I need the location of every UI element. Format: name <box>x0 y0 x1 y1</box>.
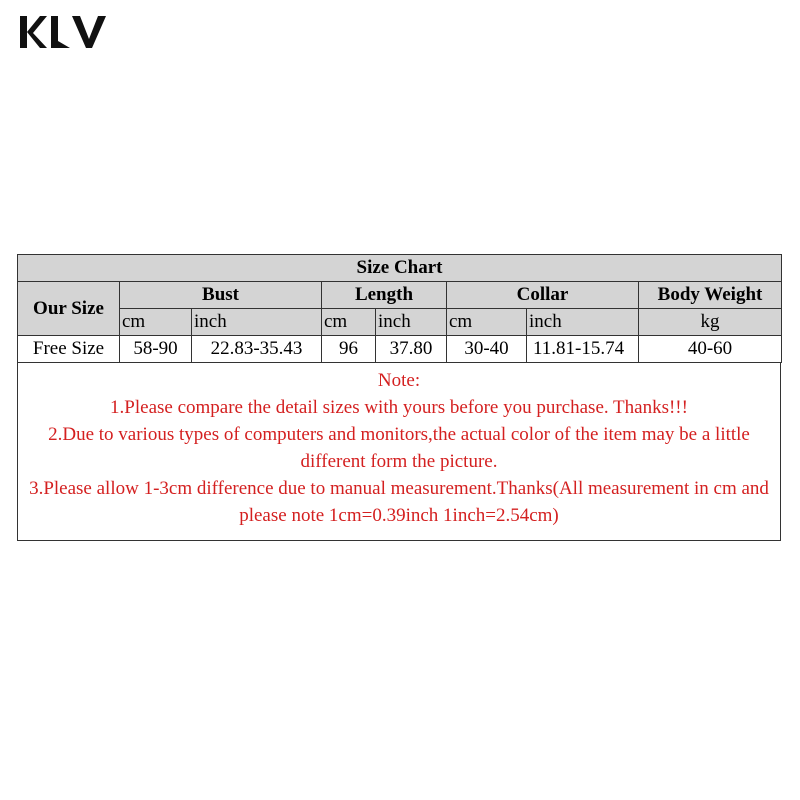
length-inch-cell: 37.80 <box>376 336 447 363</box>
bust-header: Bust <box>120 282 322 309</box>
collar-inch-cell: 11.81-15.74 <box>527 336 639 363</box>
notes-section <box>18 367 780 529</box>
body-weight-header: Body Weight <box>639 282 782 309</box>
bust-unit-inch: inch <box>192 309 322 336</box>
size-chart-title: Size Chart <box>18 255 782 282</box>
note-heading: Note: <box>377 370 421 391</box>
table-row <box>18 336 782 363</box>
collar-unit-inch: inch <box>527 309 639 336</box>
collar-unit-cm: cm <box>447 309 527 336</box>
size-name-cell: Free Size <box>18 336 120 363</box>
note-line-3: 3.Please allow 1-3cm difference due to manual measurement.Thanks(All measurement in cm and please note 1cm=0.39inch 1inch=2.54cm) <box>29 478 769 526</box>
brand-logo <box>20 14 106 50</box>
note-line-1: 1.Please compare the detail sizes with yours before you purchase. Thanks!!! <box>110 397 688 418</box>
size-chart <box>17 254 781 541</box>
klv-logo-icon <box>20 14 106 50</box>
collar-cm-cell: 30-40 <box>447 336 527 363</box>
bust-unit-cm: cm <box>120 309 192 336</box>
length-unit-cm: cm <box>322 309 376 336</box>
weight-kg-cell: 40-60 <box>639 336 782 363</box>
bust-cm-cell: 58-90 <box>120 336 192 363</box>
length-cm-cell: 96 <box>322 336 376 363</box>
bust-inch-cell: 22.83-35.43 <box>192 336 322 363</box>
weight-unit-kg: kg <box>639 309 782 336</box>
length-unit-inch: inch <box>376 309 447 336</box>
length-header: Length <box>322 282 447 309</box>
collar-header: Collar <box>447 282 639 309</box>
note-line-2: 2.Due to various types of computers and monitors,the actual color of the item may be a little different form the picture. <box>48 424 750 472</box>
our-size-header: Our Size <box>18 282 120 336</box>
size-table <box>17 254 782 363</box>
